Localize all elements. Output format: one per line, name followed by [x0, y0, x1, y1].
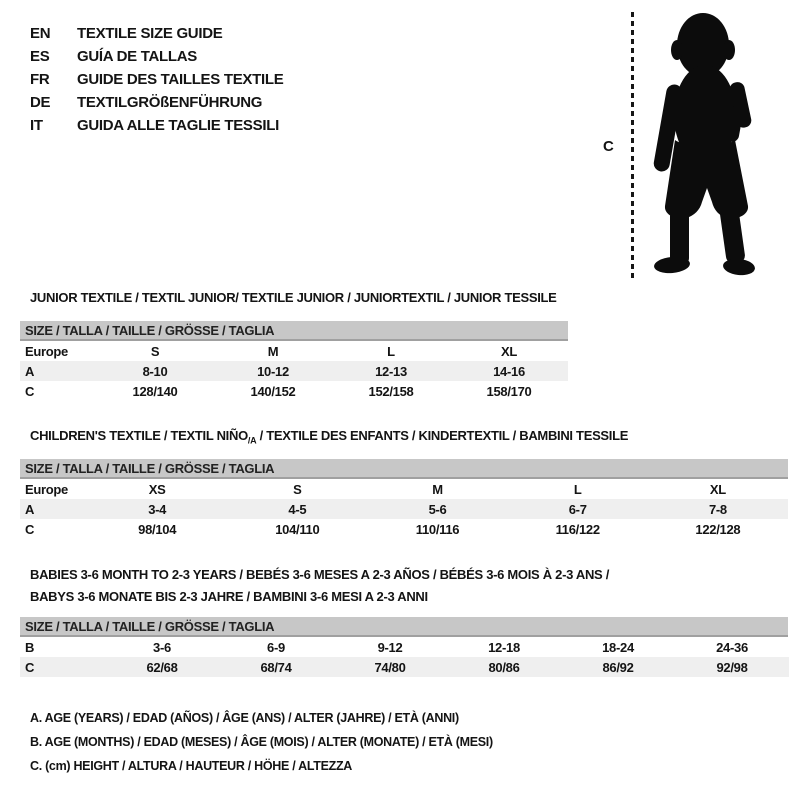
size-cell: M — [267, 343, 279, 359]
value-cell: 14-16 — [493, 363, 525, 379]
junior-section-title: JUNIOR TEXTILE / TEXTIL JUNIOR/ TEXTILE JUNIOR / JUNIORTEXTIL / JUNIOR TESSILE — [30, 290, 557, 305]
junior-size-table — [20, 321, 568, 401]
value-cell: 92/98 — [716, 659, 748, 675]
value-cell: 3-4 — [148, 501, 167, 517]
row-label: A — [25, 501, 35, 517]
table-row-height — [20, 519, 788, 539]
size-cell: S — [150, 343, 160, 359]
toddler-silhouette-icon — [590, 0, 800, 290]
children-title-text: / TEXTILE DES ENFANTS / KINDERTEXTIL / BAMBINI TESSILE — [256, 428, 629, 443]
table-row-age-months — [20, 637, 789, 657]
babies-title-line1: BABIES 3-6 MONTH TO 2-3 YEARS / BEBÉS 3-6 MESES A 2-3 AÑOS / BÉBÉS 3-6 MOIS À 2-3 ANS / — [30, 567, 610, 582]
footnote-b: B. AGE (MONTHS) / EDAD (MESES) / ÂGE (MOIS) / ALTER (MONATE) / ETÀ (MESI) — [30, 735, 493, 749]
children-title-text: CHILDREN'S TEXTILE / TEXTIL NIÑO — [30, 428, 248, 443]
value-cell: 10-12 — [257, 363, 289, 379]
language-code: FR — [30, 71, 50, 88]
table-row-europe — [20, 479, 788, 499]
height-measure-label: C — [603, 138, 614, 155]
language-row-fr — [30, 68, 283, 91]
size-cell: S — [293, 481, 302, 497]
value-cell: 4-5 — [288, 501, 307, 517]
row-label: A — [25, 363, 35, 379]
value-cell: 140/152 — [250, 383, 296, 399]
value-cell: 6-7 — [568, 501, 587, 517]
size-cell: XL — [500, 343, 517, 359]
size-cell: L — [573, 481, 582, 497]
babies-title-line2: BABYS 3-6 MONATE BIS 2-3 JAHRE / BAMBINI 3-6 MESI A 2-3 ANNI — [30, 589, 428, 604]
table-row-age — [20, 499, 788, 519]
value-cell: 110/116 — [415, 521, 460, 537]
size-cell: XS — [148, 481, 166, 497]
row-label: Europe — [25, 343, 68, 359]
value-cell: 80/86 — [488, 659, 520, 675]
junior-size-header-bar: SIZE / TALLA / TAILLE / GRÖSSE / TAGLIA — [20, 321, 568, 341]
value-cell: 8-10 — [142, 363, 168, 379]
language-row-it — [30, 114, 283, 137]
language-title: GUÍA DE TALLAS — [77, 48, 197, 65]
value-cell: 6-9 — [267, 639, 285, 655]
footnote-c: C. (cm) HEIGHT / ALTURA / HAUTEUR / HÖHE / ALTEZZA — [30, 759, 353, 773]
value-cell: 12-18 — [488, 639, 520, 655]
language-code: DE — [30, 94, 51, 111]
footnote-a: A. AGE (YEARS) / EDAD (AÑOS) / ÂGE (ANS) / ALTER (JAHRE) / ETÀ (ANNI) — [30, 711, 459, 725]
table-row-height — [20, 381, 568, 401]
children-section-title — [30, 428, 628, 446]
footnote-legend — [30, 706, 493, 778]
value-cell: 3-6 — [153, 639, 171, 655]
value-cell: 152/158 — [368, 383, 414, 399]
language-row-de — [30, 91, 283, 114]
size-cell: L — [387, 343, 395, 359]
value-cell: 128/140 — [132, 383, 178, 399]
language-code: IT — [30, 117, 43, 134]
row-label: C — [25, 383, 35, 399]
language-row-es — [30, 45, 283, 68]
babies-size-header-bar: SIZE / TALLA / TAILLE / GRÖSSE / TAGLIA — [20, 617, 788, 637]
value-cell: 158/170 — [486, 383, 532, 399]
value-cell: 7-8 — [708, 501, 727, 517]
children-title-subscript: /A — [247, 435, 257, 446]
value-cell: 18-24 — [602, 639, 634, 655]
row-label: B — [25, 639, 35, 655]
language-title: TEXTILGRÖßENFÜHRUNG — [77, 94, 263, 111]
language-title: GUIDE DES TAILLES TEXTILE — [77, 71, 284, 88]
children-size-table — [20, 459, 788, 539]
table-row-height — [20, 657, 789, 677]
value-cell: 116/122 — [555, 521, 600, 537]
language-code: EN — [30, 25, 51, 42]
size-cell: XL — [709, 481, 726, 497]
babies-size-table — [20, 617, 788, 677]
row-label: C — [25, 521, 35, 537]
row-label: C — [25, 659, 35, 675]
size-cell: M — [432, 481, 443, 497]
value-cell: 9-12 — [377, 639, 403, 655]
value-cell: 122/128 — [695, 521, 741, 537]
value-cell: 62/68 — [146, 659, 178, 675]
babies-section-title — [30, 564, 609, 608]
value-cell: 24-36 — [716, 639, 748, 655]
language-title-list — [30, 22, 283, 137]
language-title: TEXTILE SIZE GUIDE — [77, 25, 223, 42]
value-cell: 74/80 — [374, 659, 406, 675]
table-row-europe — [20, 341, 568, 361]
table-row-age — [20, 361, 568, 381]
language-title: GUIDA ALLE TAGLIE TESSILI — [77, 117, 279, 134]
language-row-en — [30, 22, 283, 45]
value-cell: 86/92 — [602, 659, 634, 675]
value-cell: 12-13 — [375, 363, 407, 379]
value-cell: 104/110 — [275, 521, 320, 537]
row-label: Europe — [25, 481, 68, 497]
value-cell: 68/74 — [260, 659, 292, 675]
children-size-header-bar: SIZE / TALLA / TAILLE / GRÖSSE / TAGLIA — [20, 459, 788, 479]
value-cell: 98/104 — [138, 521, 177, 537]
value-cell: 5-6 — [428, 501, 447, 517]
language-code: ES — [30, 48, 50, 65]
